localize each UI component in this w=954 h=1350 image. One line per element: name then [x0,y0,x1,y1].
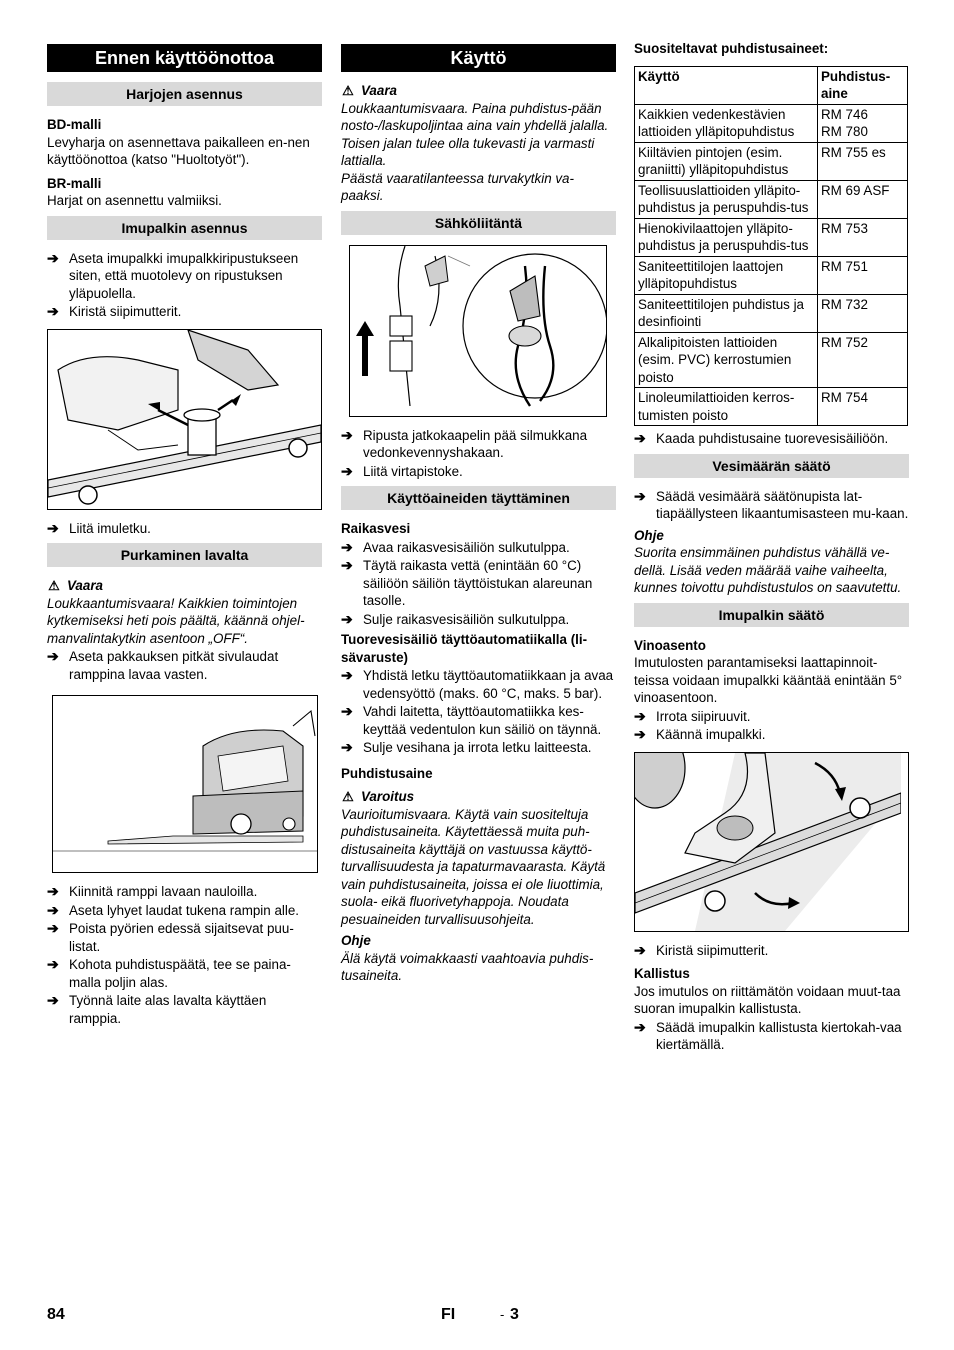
list-item: ➔ Sulje vesihana ja irrota letku laitteesta. [341,739,592,755]
figure-squeegee-mount [47,329,322,510]
bd-model-text: Levyharja on asennettava paikalleen en-nen käyttöönottoa (katso "Huoltotyöt"). [47,134,310,167]
auto-fill-steps [341,667,616,757]
list-item: ➔ Sulje raikasvesisäiliön sulkutulppa. [341,610,570,627]
table-cell-use: Teollisuuslattioiden ylläpito-puhdistus ja peruspuhdis-tus [635,180,818,218]
table-row [635,294,908,332]
table-row [635,332,908,388]
list-item: ➔ Liitä imuletku. [47,519,151,536]
page-number: 84 [47,1306,65,1323]
slant-label: Vinoasento [634,637,706,653]
arrow-icon: ➔ [47,648,59,664]
slant-text: Imutulosten parantamiseksi laattapinnoit-teissa voidaan imupalkki kääntää enintään 5° vinoasentoon. [634,655,903,705]
list-item: ➔ Kiinnitä ramppi lavaan nauloilla. [47,883,258,899]
arrow-icon: ➔ [341,538,353,555]
heading-filling: Käyttöaineiden täyttäminen [341,486,616,510]
list-item: ➔ Liitä virtapistoke. [341,462,463,479]
arrow-icon: ➔ [634,941,646,958]
language-code: FI [441,1306,456,1323]
pour-steps [634,430,909,448]
table-cell-agent: RM 746 RM 780 [818,104,908,142]
warning-triangle-icon: ⚠ [342,83,354,98]
arrow-icon: ➔ [47,956,59,972]
arrow-icon: ➔ [341,462,353,479]
heading-squeegee-adjust: Imupalkin säätö [634,603,909,627]
list-item: ➔ Työnnä laite alas lavalta käyttäen ramppia. [47,992,267,1026]
footer-separator: - [500,1307,505,1322]
table-cell-use: Saniteettitilojen laattojen ylläpitopuhdistus [635,256,818,294]
arrow-icon: ➔ [341,667,353,683]
list-item: ➔ Säädä vesimäärä säätönupista lat-tiapäällysteen likaantumisasteen mu-kaan. [634,487,909,521]
list-item: ➔ Ripusta jatkokaapelin pää silmukkana vedonkevennyshakaan. [341,426,588,460]
table-cell-use: Hienokivilaattojen ylläpito-puhdistus ja peruspuhdis-tus [635,218,818,256]
section-title-before-use: Ennen käyttöönottoa [47,44,322,72]
arrow-icon: ➔ [634,726,646,742]
detergent-table [634,66,908,427]
list-item: ➔ Irrota siipiruuvit. [634,707,751,724]
br-model-text: Harjat on asennettu valmiiksi. [47,193,222,208]
heading-water-amount: Vesimäärän säätö [634,454,909,478]
table-cell-agent: RM 754 [818,388,908,426]
list-item: ➔ Täytä raikasta vettä (enintään 60 °C) säiliöön säiliön täyttöistukan alareunan tasolle. [341,557,593,608]
table-cell-agent: RM 751 [818,256,908,294]
arrow-icon: ➔ [47,883,59,899]
list-item: ➔ Poista pyörien edessä sijaitsevat puu-listat. [47,920,294,954]
arrow-icon: ➔ [341,739,353,755]
note-text: Älä käytä voimakkaasti vaahtoavia puhdis-tusaineita. [341,950,594,983]
unloading-steps-before [47,648,322,683]
arrow-icon: ➔ [634,707,646,724]
note-text: Suorita ensimmäinen puhdistus vähällä ve-dellä. Lisää veden määrää vaihe vaiheelta, kunnes toivottu puhdistustulos on saavutettu. [634,545,902,595]
arrow-icon: ➔ [47,920,59,936]
arrow-icon: ➔ [341,557,353,573]
table-cell-agent: RM 755 es [818,142,908,180]
column-left [47,44,322,1027]
figure-pallet-unloading [52,695,318,873]
table-cell-use: Kiiltävien pintojen (esim. graniitti) ylläpitopuhdistus [635,142,818,180]
table-title: Suositeltavat puhdistusaineet: [634,41,829,56]
br-model-label: BR-malli [47,175,102,191]
arrow-icon: ➔ [47,303,59,319]
figure-squeegee-slant [634,752,909,932]
unloading-steps-after [47,883,322,1027]
table-row [635,104,908,142]
tilt-steps [634,1019,909,1054]
table-cell-agent: RM 752 [818,332,908,388]
squeegee-after-steps [47,520,322,538]
list-item: ➔ Säädä imupalkin kallistusta kiertokah-vaa kiertämällä. [634,1018,902,1052]
arrow-icon: ➔ [47,519,59,536]
table-cell-agent: RM 753 [818,218,908,256]
heading-unloading: Purkaminen lavalta [47,543,322,567]
table-row [635,180,908,218]
arrow-icon: ➔ [47,901,59,918]
table-header-row [635,66,908,104]
list-item: ➔ Aseta imupalkki imupalkkiripustukseen siten, että muotolevy on ripustuksen yläpuolella. [47,249,299,301]
arrow-icon: ➔ [634,430,646,446]
list-item: ➔ Kaada puhdistusaine tuorevesisäiliöön. [634,430,889,446]
fresh-water-steps [341,539,616,629]
table-cell-agent: RM 732 [818,294,908,332]
bd-model-label: BD-malli [47,117,102,132]
power-steps [341,427,616,481]
heading-brushes: Harjojen asennus [47,82,322,106]
table-row [635,388,908,426]
table-row [635,218,908,256]
danger-label: ⚠ Vaara [48,578,103,593]
section-title-operation: Käyttö [341,44,616,72]
danger-label: ⚠ Vaara [342,83,397,98]
arrow-icon: ➔ [634,1018,646,1035]
heading-power-connection: Sähköliitäntä [341,211,616,235]
list-item: ➔ Kiristä siipimutterit. [634,941,769,958]
list-item: ➔ Käännä imupalkki. [634,726,766,742]
list-item: ➔ Kiristä siipimutterit. [47,303,182,319]
auto-fill-label: Tuorevesisäiliö täyttöautomatiikalla (li-sävaruste) [341,632,588,665]
water-steps [634,488,909,523]
danger-text: Loukkaantumisvaara. Paina puhdistus-pään nosto-/laskupoljintaa aina vain yhdellä jalalla. Toisen jalan tulee olla tukevasti ja varmasti lattialla. [341,100,609,168]
table-cell-use: Linoleumilattioiden kerros-tumisten poisto [635,388,818,426]
list-item: ➔ Avaa raikasvesisäiliön sulkutulppa. [341,538,570,555]
fresh-water-label: Raikasvesi [341,521,411,536]
squeegee-install-steps [47,250,322,321]
warning-triangle-icon: ⚠ [342,789,354,804]
tilt-text: Jos imutulos on riittämätön voidaan muut-taa suoran imupalkin kallistusta. [634,983,901,1016]
note-label: Ohje [634,527,664,543]
table-header-use: Käyttö [635,66,818,104]
column-right [634,41,909,1054]
sub-page-number: 3 [510,1306,519,1323]
slant-steps [634,708,909,744]
caution-label: ⚠ Varoitus [342,789,415,804]
table-row [635,256,908,294]
list-item: ➔ Kohota puhdistuspäätä, tee se paina-malla poljin alas. [47,956,291,990]
arrow-icon: ➔ [341,703,353,719]
list-item: ➔ Aseta pakkauksen pitkät sivulaudat ramppina lavaa vasten. [47,648,279,682]
table-cell-use: Kaikkien vedenkestävien lattioiden ylläpitopuhdistus [635,104,818,142]
caution-text: Vaurioitumisvaara. Käytä vain suositeltuja puhdistusaineita. Käytettäessä muita puh-distusaineita käyttäjä on vastuussa käyttö-turvallisuudesta ja tapaturmavaarasta. Käytä vain puhdistusaineita, joissa ei ole liuottimia, suola- eikä fluorivetyhappoja. Noudata pesuaineiden turvallisuusohjeita. [341,806,606,927]
tilt-label: Kallistus [634,966,690,981]
arrow-icon: ➔ [341,610,353,627]
note-label: Ohje [341,933,371,948]
table-cell-use: Saniteettitilojen puhdistus ja desinfiointi [635,294,818,332]
detergent-label: Puhdistusaine [341,765,433,781]
arrow-icon: ➔ [634,487,646,504]
heading-squeegee-install: Imupalkin asennus [47,216,322,240]
column-middle [341,44,616,985]
table-cell-use: Alkalipitoisten lattioiden (esim. PVC) kerrostumien poisto [635,332,818,388]
arrow-icon: ➔ [47,249,59,266]
table-header-agent: Puhdistus-aine [818,66,908,104]
list-item: ➔ Yhdistä letku täyttöautomatiikkaan ja avaa vedensyöttö (maks. 60 °C, maks. 5 bar). [341,667,614,701]
arrow-icon: ➔ [47,992,59,1008]
danger-text: Loukkaantumisvaara! Kaikkien toimintojen kytkemiseksi heti pois päältä, käännä ohjel-manvalintakytkin asentoon „OFF“. [47,595,305,646]
list-item: ➔ Aseta lyhyet laudat tukena rampin alle. [47,901,300,918]
figure-cable-strain-relief [349,245,607,417]
list-item: ➔ Vahdi laitetta, täyttöautomatiikka kes-keyttää vedentulon kun säiliö on täynnä. [341,703,602,737]
slant-after-steps [634,942,909,960]
table-row [635,142,908,180]
danger-text-2: Päästä vaaratilanteessa turvakytkin va-paaksi. [341,170,574,203]
arrow-icon: ➔ [341,426,353,443]
table-cell-agent: RM 69 ASF [818,180,908,218]
warning-triangle-icon: ⚠ [48,578,60,593]
